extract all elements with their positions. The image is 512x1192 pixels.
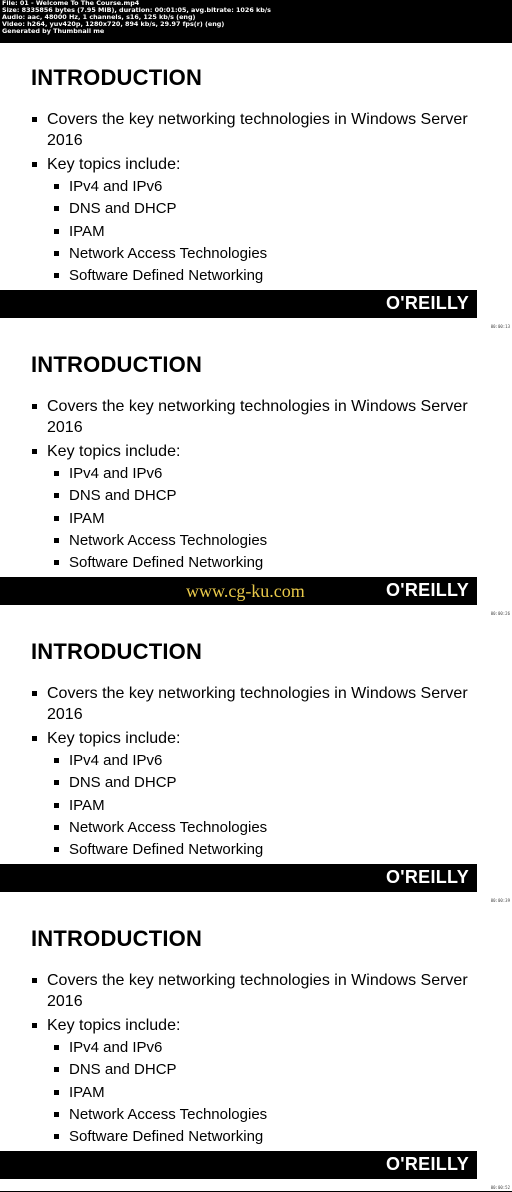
footer-bar — [0, 864, 477, 892]
bullet-item — [31, 154, 471, 287]
subtopic-item — [53, 795, 471, 817]
bullet-item — [31, 441, 471, 574]
subtopic-text: Network Access Technologies — [69, 1105, 268, 1123]
bullet-item — [31, 1015, 471, 1148]
subtopic-item — [53, 485, 471, 507]
square-bullet-icon — [54, 229, 59, 234]
subtopic-item — [53, 1059, 471, 1081]
subtopic-text: Software Defined Networking — [69, 841, 264, 859]
video-thumbnail-frame — [0, 617, 512, 904]
frame-timestamp: 00:00:52 — [490, 1185, 510, 1190]
video-info-line: Video: h264, yuv420p, 1280x720, 894 kb/s, 29.97 fps(r) (eng) — [2, 20, 225, 28]
bullet-text: Covers the key networking technologies in Windows Server 2016 — [47, 685, 468, 723]
subtopic-text: Software Defined Networking — [69, 267, 264, 285]
square-bullet-icon — [54, 471, 59, 476]
subtopic-item — [53, 265, 471, 287]
square-bullet-icon — [32, 162, 37, 167]
slide-title: INTRODUCTION — [31, 352, 203, 377]
bullet-item — [31, 970, 471, 1012]
bullet-text: Covers the key networking technologies in Windows Server 2016 — [47, 111, 468, 149]
square-bullet-icon — [54, 184, 59, 189]
square-bullet-icon — [54, 780, 59, 785]
subtopic-list — [53, 176, 471, 287]
subtopic-item — [53, 1126, 471, 1148]
square-bullet-icon — [54, 538, 59, 543]
slide-title: INTRODUCTION — [31, 639, 203, 664]
square-bullet-icon — [54, 825, 59, 830]
subtopic-item — [53, 1082, 471, 1104]
subtopic-list — [53, 463, 471, 574]
bullet-item — [31, 728, 471, 861]
oreilly-logo: O'REILLY — [385, 580, 469, 600]
bullet-item — [31, 396, 471, 438]
footer-bar — [0, 1151, 477, 1179]
square-bullet-icon — [54, 560, 59, 565]
bullet-list — [31, 970, 471, 1151]
bullet-text: Key topics include: — [47, 443, 181, 460]
subtopic-item — [53, 772, 471, 794]
square-bullet-icon — [54, 273, 59, 278]
subtopic-item — [53, 530, 471, 552]
audio-info-line: Audio: aac, 48000 Hz, 1 channels, s16, 125 kb/s (eng) — [2, 13, 196, 21]
square-bullet-icon — [32, 449, 37, 454]
oreilly-logo: O'REILLY — [385, 1154, 469, 1174]
square-bullet-icon — [54, 516, 59, 521]
generator-line: Generated by Thumbnail me — [2, 27, 105, 35]
subtopic-text: Network Access Technologies — [69, 818, 268, 836]
subtopic-item — [53, 508, 471, 530]
oreilly-logo: O'REILLY — [385, 293, 469, 313]
square-bullet-icon — [54, 758, 59, 763]
bullet-list — [31, 109, 471, 290]
square-bullet-icon — [32, 736, 37, 741]
subtopic-text: Software Defined Networking — [69, 1128, 264, 1146]
subtopic-text: IPv4 and IPv6 — [69, 178, 163, 195]
subtopic-text: DNS and DHCP — [69, 487, 177, 505]
bullet-text: Key topics include: — [47, 730, 181, 747]
video-thumbnail-frame — [0, 904, 512, 1191]
subtopic-item — [53, 750, 471, 772]
bullet-item — [31, 109, 471, 151]
square-bullet-icon — [54, 1067, 59, 1072]
square-bullet-icon — [54, 1134, 59, 1139]
bullet-list — [31, 683, 471, 864]
subtopic-item — [53, 1037, 471, 1059]
subtopic-item — [53, 817, 471, 839]
square-bullet-icon — [54, 493, 59, 498]
subtopic-item — [53, 198, 471, 220]
square-bullet-icon — [54, 847, 59, 852]
subtopic-text: Network Access Technologies — [69, 244, 268, 262]
file-info-line: File: 01 - Welcome To The Course.mp4 — [2, 0, 140, 7]
bullet-list — [31, 396, 471, 577]
subtopic-item — [53, 839, 471, 861]
subtopic-text: Software Defined Networking — [69, 554, 264, 572]
subtopic-text: IPv4 and IPv6 — [69, 465, 163, 482]
slide-title: INTRODUCTION — [31, 65, 203, 90]
footer-bar — [0, 577, 477, 605]
bullet-text: Key topics include: — [47, 1017, 181, 1034]
subtopic-text: Network Access Technologies — [69, 531, 268, 549]
subtopic-list — [53, 1037, 471, 1148]
subtopic-item — [53, 1104, 471, 1126]
subtopic-item — [53, 221, 471, 243]
footer-bar — [0, 290, 477, 318]
bullet-text: Covers the key networking technologies in Windows Server 2016 — [47, 972, 468, 1010]
square-bullet-icon — [54, 1090, 59, 1095]
subtopic-text: IPAM — [69, 509, 105, 527]
subtopic-text: IPv4 and IPv6 — [69, 752, 163, 769]
square-bullet-icon — [32, 978, 37, 983]
file-info-header — [0, 0, 512, 42]
frame-timestamp: 00:00:13 — [490, 324, 510, 329]
subtopic-item — [53, 463, 471, 485]
subtopic-text: DNS and DHCP — [69, 200, 177, 218]
square-bullet-icon — [54, 803, 59, 808]
square-bullet-icon — [32, 1023, 37, 1028]
bullet-text: Covers the key networking technologies in Windows Server 2016 — [47, 398, 468, 436]
oreilly-logo: O'REILLY — [385, 867, 469, 887]
video-thumbnail-frame — [0, 43, 512, 330]
subtopic-item — [53, 176, 471, 198]
frame-timestamp: 00:00:26 — [490, 611, 510, 616]
watermark-text: www.cg-ku.com — [186, 581, 305, 601]
bullet-text: Key topics include: — [47, 156, 181, 173]
subtopic-text: IPAM — [69, 222, 105, 240]
subtopic-item — [53, 552, 471, 574]
bullet-item — [31, 683, 471, 725]
video-thumbnail-frame — [0, 330, 512, 617]
slide-title: INTRODUCTION — [31, 926, 203, 951]
square-bullet-icon — [54, 1112, 59, 1117]
subtopic-item — [53, 243, 471, 265]
size-info-line: Size: 8335856 bytes (7.95 MiB), duration: 00:01:05, avg.bitrate: 1026 kb/s — [2, 6, 271, 14]
square-bullet-icon — [54, 1045, 59, 1050]
square-bullet-icon — [32, 404, 37, 409]
subtopic-text: IPAM — [69, 1083, 105, 1101]
subtopic-text: IPAM — [69, 796, 105, 814]
square-bullet-icon — [54, 251, 59, 256]
subtopic-text: DNS and DHCP — [69, 774, 177, 792]
square-bullet-icon — [32, 691, 37, 696]
subtopic-text: DNS and DHCP — [69, 1061, 177, 1079]
frame-timestamp: 00:00:39 — [490, 898, 510, 903]
subtopic-list — [53, 750, 471, 861]
subtopic-text: IPv4 and IPv6 — [69, 1039, 163, 1056]
square-bullet-icon — [32, 117, 37, 122]
square-bullet-icon — [54, 206, 59, 211]
